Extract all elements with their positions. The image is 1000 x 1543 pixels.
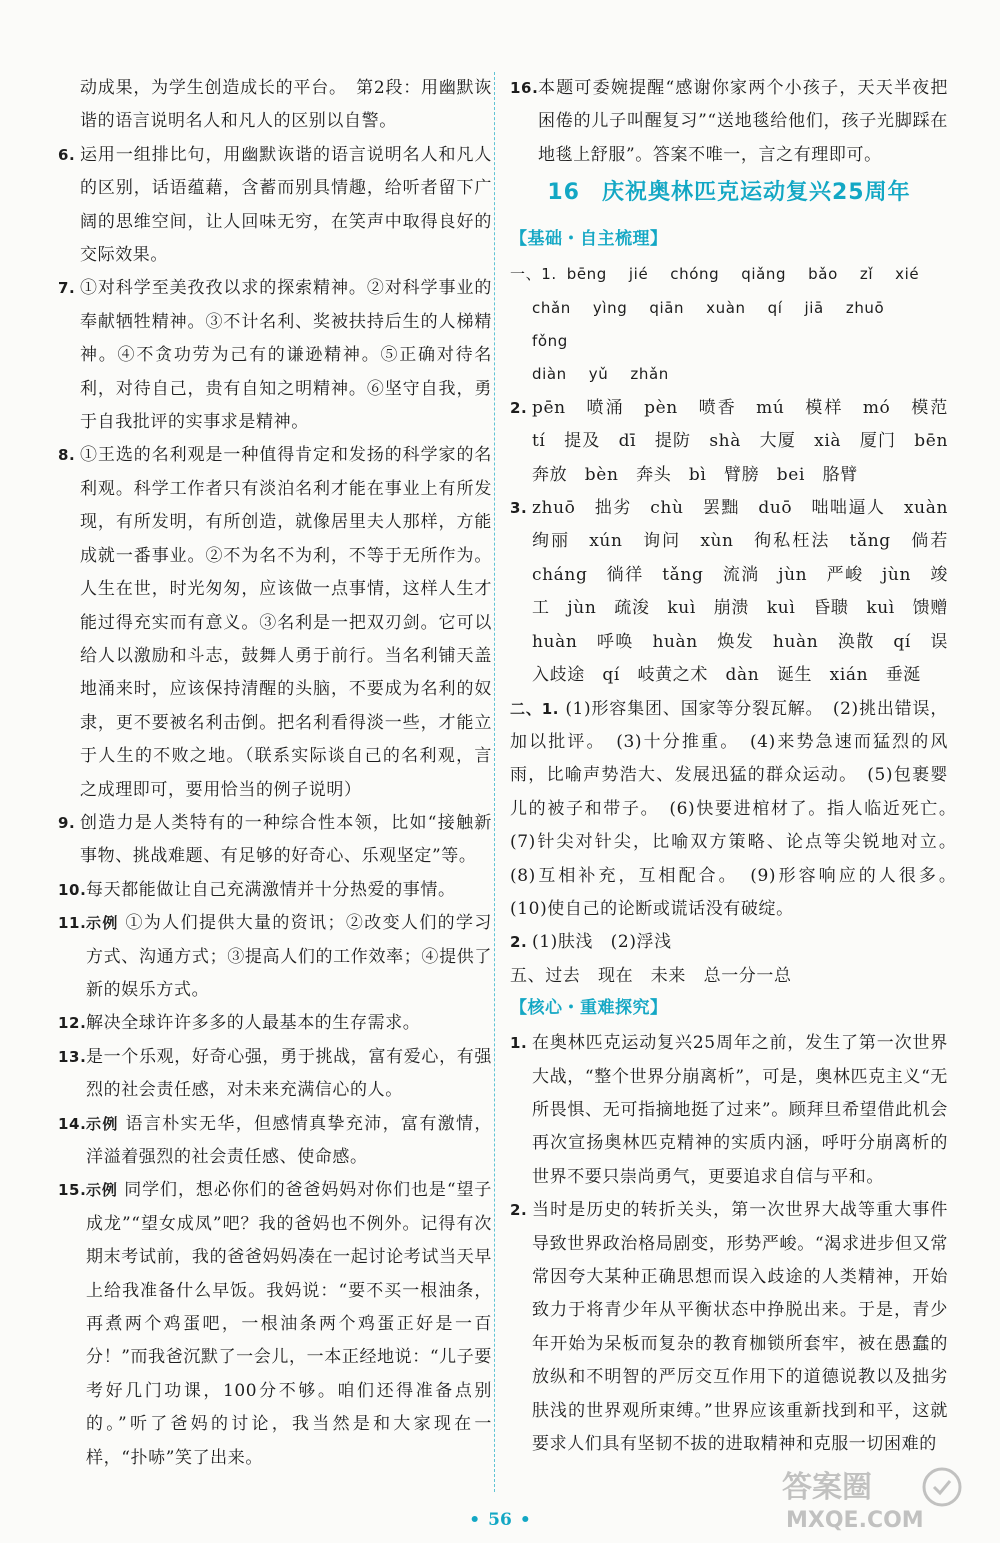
section-heading-core: 【核心・重难探究】: [510, 998, 668, 1019]
answer-core-2: [510, 1194, 948, 1461]
left-column: [58, 72, 492, 1475]
watermark-brand: 答案圈: [782, 1470, 872, 1505]
answer-number: 2.: [510, 1201, 528, 1220]
answer-12: [58, 1007, 492, 1040]
answer-number: 8.: [58, 446, 76, 465]
answer-part2-1: [510, 693, 966, 927]
answer-basics-3: [510, 492, 966, 692]
answer-number: 二、1.: [510, 699, 560, 718]
right-column: [510, 72, 966, 1461]
answer-text: (1)肤浅 (2)浮浅: [532, 932, 672, 953]
answer-text: 解决全球许许多多的人最基本的生存需求。: [86, 1013, 421, 1034]
answer-number: 2.: [510, 933, 528, 952]
answer-9: [58, 807, 492, 874]
example-label: 示例: [86, 914, 119, 933]
answer-number: 3.: [510, 499, 528, 518]
answer-text: 本题可委婉提醒“感谢你家两个小孩子，天天半夜把困倦的儿子叫醒复习”“送地毯给他们，孩子光脚踩在地毯上舒服”。答案不唯一，言之有理即可。: [538, 78, 948, 165]
answer-7: [58, 272, 492, 439]
answer-number: 10.: [58, 880, 87, 899]
answer-number: 2.: [510, 398, 528, 417]
column-divider: [494, 72, 495, 1492]
answer-number: 16.: [510, 79, 539, 97]
answer-number: 1.: [510, 1034, 528, 1053]
pinyin-row: chǎn yìng qiān xuàn qí jiā zhuō fǒng: [532, 298, 885, 351]
answer-16: [510, 72, 948, 172]
watermark-badge-icon: [924, 1469, 960, 1505]
answer-text: ①为人们提供大量的资讯；②改变人们的学习方式、沟通方式；③提高人们的工作效率；④提供了新的娱乐方式。: [86, 913, 493, 1000]
answer-11: [58, 907, 492, 1007]
question-label: 一、1.: [510, 265, 557, 284]
answer-text: ①王选的名利观是一种值得肯定和发扬的科学家的名利观。科学工作者只有淡泊名利才能在事业上有所发现，有所发明，有所创造，就像居里夫人那样，方能成就一番事业。②不为名不为利，不等于无所作为。人生在世，时光匆匆，应该做一点事情，这样人生才能过得充实而有意义。③名利是一把双刃剑。它可以给人以激励和斗志，鼓舞人勇于前行。当名利铺天盖地涌来时，应该保持清醒的头脑，不要成为名利的奴隶，更不要被名利击倒。把名利看得淡一些，才能立于人生的不败之地。（联系实际谈自己的名利观，言之成理即可，要用恰当的例子说明）: [80, 445, 492, 800]
answer-13: [58, 1041, 492, 1108]
paragraph-continued: 动成果，为学生创造成长的平台。 第2段：用幽默诙谐的语言说明名人和凡人的区别以自警。: [80, 78, 492, 132]
answer-core-1: [510, 1027, 948, 1194]
lesson-title: [510, 178, 948, 208]
answer-part5: [510, 960, 948, 993]
answer-text: 同学们，想必你们的爸爸妈妈对你们也是“望子成龙”“望女成凤”吧？我的爸妈也不例外。记得有次期末考试前，我的爸爸妈妈凑在一起讨论考试当天早上给我准备什么早饭。我妈说：“要不买一根油条，再煮两个鸡蛋吧，一根油条两个鸡蛋正好是一百分！”而我爸沉默了一会儿，一本正经地说：“儿子要考好几门功课，100分不够。咱们还得准备点别的。”听了爸妈的讨论，我当然是和大家现在一样，“扑哧”笑了出来。: [86, 1180, 493, 1468]
answer-14: [58, 1108, 492, 1175]
page-number-dot: •: [469, 1510, 481, 1530]
lesson-number: 16: [547, 180, 580, 206]
answer-text: pēn 喷涌 pèn 喷香 mú 模样 mó 模范 tí 提及 dī 提防 shà 大厦 xià 厦门 bēn 奔放 bèn 奔头 bì 臂膀 bei 胳臂: [532, 397, 966, 485]
answer-number: 12.: [58, 1014, 87, 1033]
example-label: 示例: [86, 1181, 118, 1200]
answer-number: 6.: [58, 145, 76, 164]
answer-number: 13.: [58, 1047, 87, 1066]
watermark-site: MXQE.COM: [786, 1508, 924, 1533]
answer-10: [58, 874, 492, 907]
answer-number: 11.: [58, 914, 87, 933]
pinyin-row: 一、1. bēng jié chóng qiǎng bǎo zǐ xié: [510, 258, 948, 291]
answer-basics-2: [510, 392, 966, 492]
answer-text: 运用一组排比句，用幽默诙谐的语言说明名人和凡人的区别，话语蕴藉，含蓄而别具情趣，给听者留下广阔的思维空间，让人回味无穷，在笑声中取得良好的交际效果。: [80, 144, 492, 266]
answer-15: [58, 1174, 492, 1475]
answer-number: 9.: [58, 813, 76, 832]
page-number-dot: •: [519, 1510, 531, 1530]
answer-text: (1)形容集团、国家等分裂瓦解。 (2)挑出错误，加以批评。 (3)十分推重。 (4)来势急速而猛烈的风雨，比喻声势浩大、发展迅猛的群众运动。 (5)包裹婴儿的被子和带子。 (6)快要进棺材了。指人临近死亡。 (7)针尖对针尖，比喻双方策略、论点等尖锐地对立。 (8)互相补充，互相配合。 (9)形容响应的人很多。 (10)使自己的论断或谎话没有破绽。: [510, 698, 966, 919]
lesson-name: 庆祝奥林匹克运动复兴25周年: [602, 180, 911, 206]
answer-text: 是一个乐观，好奇心强，勇于挑战，富有爱心，有强烈的社会责任感，对未来充满信心的人。: [86, 1046, 492, 1101]
page-number: • 56 •: [469, 1510, 531, 1530]
section-heading-basics: 【基础・自主梳理】: [510, 229, 668, 250]
example-label: 示例: [86, 1114, 119, 1133]
answer-number: 15.: [58, 1181, 87, 1200]
answer-text: 在奥林匹克运动复兴25周年之前，发生了第一次世界大战，“整个世界分崩离析”，可是，奥林匹克主义“无所畏惧、无可指摘地挺了过来”。顾拜旦希望借此机会再次宣扬奥林匹克精神的实质内涵，呼吁分崩离析的世界不要只崇尚勇气，更要追求自信与平和。: [532, 1033, 948, 1187]
answer-number: 14.: [58, 1114, 87, 1133]
answer-number: 7.: [58, 279, 76, 298]
watermark-logo: [774, 1463, 974, 1533]
answer-text: 创造力是人类特有的一种综合性本领，比如“接触新事物、挑战难题、有足够的好奇心、乐观坚定”等。: [80, 812, 492, 867]
answer-6: [58, 139, 492, 273]
answer-part2-2: [510, 926, 948, 959]
answer-text: 每天都能做让自己充满激情并十分热爱的事情。: [86, 879, 456, 900]
answer-text: 语言朴实无华，但感情真挚充沛，富有激情，洋溢着强烈的社会责任感、使命感。: [86, 1113, 493, 1167]
answer-text: 当时是历史的转折关头，第一次世界大战等重大事件导致世界政治格局剧变，形势严峻。“渴求进步但又常常因夸大某种正确思想而误入歧途的人类精神，开始致力于将青少年从平衡状态中挣脱出来。于是，青少年开始为呆板而复杂的教育枷锁所套牢，被在愚蠢的放纵和不明智的严厉交互作用下的道德说教以及拙劣肤浅的世界观所束缚。”世界应该重新找到和平，这就要求人们具有坚韧不拔的进取精神和克服一切困难的: [532, 1200, 948, 1455]
answer-text: 五、过去 现在 未来 总一分一总: [510, 965, 792, 986]
answer-text: ①对科学至美孜孜以求的探索精神。②对科学事业的奉献牺牲精神。③不计名利、奖被扶持后生的人梯精神。④不贪功劳为己有的谦逊精神。⑤正确对待名利，对待自己，贵有自知之明精神。⑥坚守自我，勇于自我批评的实事求是精神。: [80, 278, 492, 433]
answer-text: zhuō 拙劣 chù 罢黜 duō 咄咄逼人 xuàn 绚丽 xún 询问 xùn 徇私枉法 tǎng 倘若 cháng 徜徉 tǎng 流淌 jùn 严峻 jùn 竣工 jùn 疏浚 kuì 崩溃 kuì 昏聩 kuì 馈赠 huàn 呼唤 huàn 焕发 huàn 涣散 qí 误入歧途 qí 岐黄之术 dàn 诞生 xián 垂涎: [532, 498, 966, 686]
answer-8: [58, 439, 492, 806]
pinyin-row: diàn yǔ zhǎn: [532, 365, 669, 384]
